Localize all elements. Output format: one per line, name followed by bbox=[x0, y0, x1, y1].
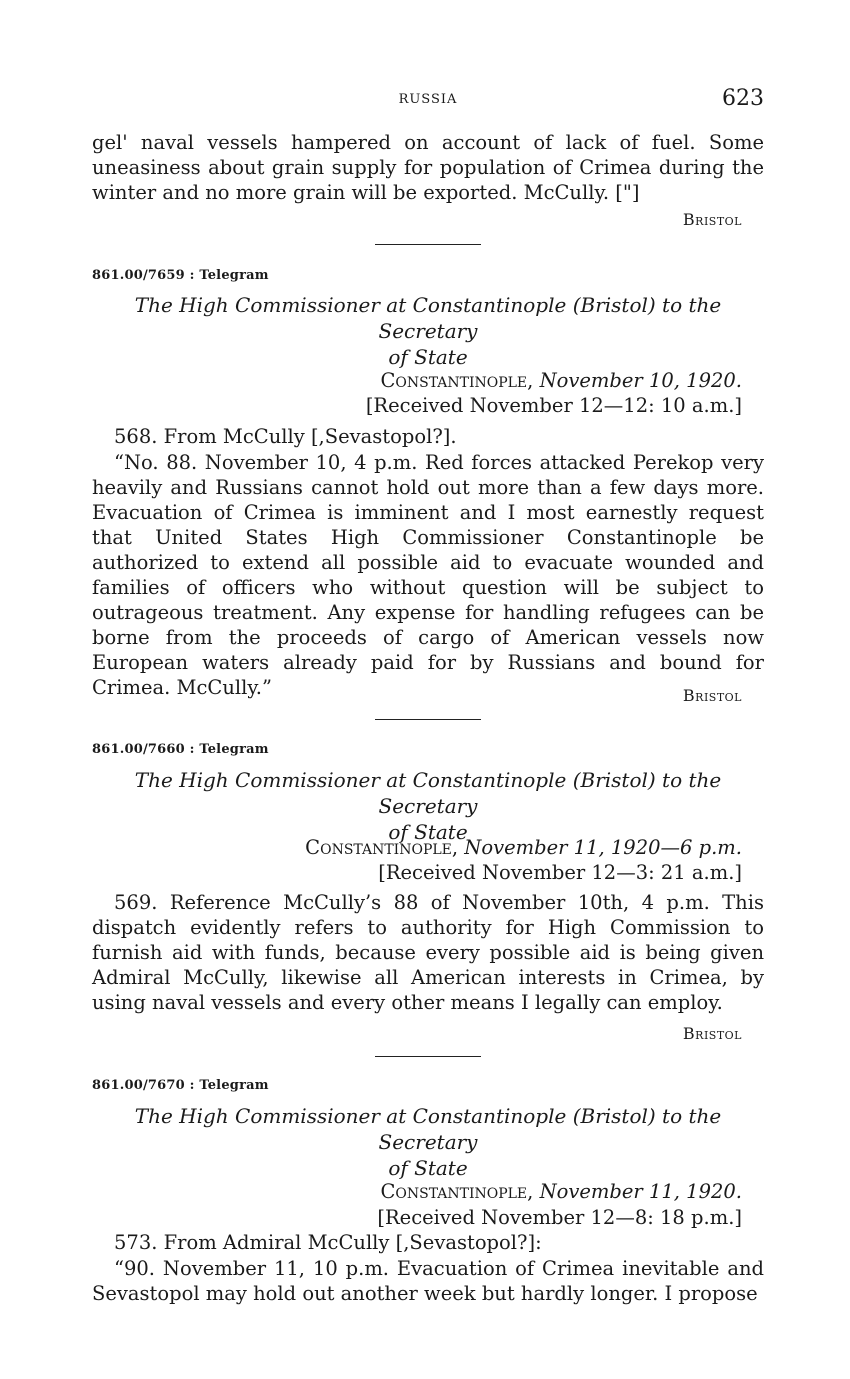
document-title-line: of State bbox=[388, 820, 468, 844]
document-title-line: of State bbox=[388, 345, 468, 369]
section-divider bbox=[375, 1056, 481, 1057]
body-paragraph: 573. From Admiral McCully [,Sevastopol?]: bbox=[114, 1231, 542, 1254]
dateline-place: Constantinople, bbox=[305, 836, 459, 859]
document-title-line: The High Commissioner at Constantinople (Bristol) to the Secretary bbox=[134, 293, 722, 343]
dateline bbox=[380, 1180, 742, 1203]
dateline-date: November 10, 1920. bbox=[539, 369, 742, 392]
file-reference: 861.00/7660 : Telegram bbox=[92, 742, 269, 757]
page-number: 623 bbox=[722, 86, 764, 111]
opening-paragraph: gel' naval vessels hampered on account of lack of fuel. Some uneasiness about grain supply for population of Crimea during the winter and no more grain will be exported. McCully. ["] bbox=[92, 131, 764, 204]
file-reference: 861.00/7659 : Telegram bbox=[92, 268, 269, 283]
dateline-place: Constantinople, bbox=[380, 369, 534, 392]
body-paragraph: 569. Reference McCully’s 88 of November 10th, 4 p.m. This dispatch evidently refers to authority for High Commission to furnish aid with funds, because every possible aid is being given Admiral McCully, likewise all American interests in Crimea, by using naval vessels and every other means I legally can employ. bbox=[92, 891, 764, 1014]
body-paragraph: “90. November 11, 10 p.m. Evacuation of Crimea inevitable and Sevastopol may hold out another week but hardly longer. I propose bbox=[92, 1257, 764, 1305]
signature: Bristol bbox=[682, 686, 742, 705]
document-title bbox=[92, 292, 764, 370]
document-title bbox=[92, 1103, 764, 1181]
received-note: [Received November 12—3: 21 a.m.] bbox=[378, 861, 742, 884]
document-title-line: The High Commissioner at Constantinople (Bristol) to the Secretary bbox=[134, 1104, 722, 1154]
received-note: [Received November 12—12: 10 a.m.] bbox=[365, 394, 742, 417]
section-divider bbox=[375, 719, 481, 720]
file-reference: 861.00/7670 : Telegram bbox=[92, 1078, 269, 1093]
dateline-place: Constantinople, bbox=[380, 1180, 534, 1203]
received-note: [Received November 12—8: 18 p.m.] bbox=[377, 1206, 742, 1229]
signature: Bristol bbox=[682, 1024, 742, 1043]
document-title bbox=[92, 767, 764, 845]
dateline bbox=[380, 369, 742, 392]
body-paragraph: 568. From McCully [,Sevastopol?]. bbox=[114, 425, 457, 448]
section-divider bbox=[375, 244, 481, 245]
dateline-date: November 11, 1920—6 p.m. bbox=[464, 836, 742, 859]
document-title-line: The High Commissioner at Constantinople (Bristol) to the Secretary bbox=[134, 768, 722, 818]
signature: Bristol bbox=[682, 210, 742, 229]
dateline bbox=[305, 836, 742, 859]
document-title-line: of State bbox=[388, 1156, 468, 1180]
running-head: RUSSIA bbox=[398, 92, 458, 107]
page-header bbox=[92, 86, 764, 116]
body-paragraph: “No. 88. November 10, 4 p.m. Red forces attacked Perekop very heavily and Russians cannot hold out more than a few days more. Evacuation of Crimea is imminent and I most earnestly request that United States High Commissioner Constantinople be authorized to extend all possible aid to evacuate wounded and families of officers who without question will be subject to outrageous treatment. Any expense for handling refugees can be borne from the proceeds of cargo of American vessels now European waters already paid for by Russians and bound for Crimea. McCully.” bbox=[92, 451, 764, 699]
dateline-date: November 11, 1920. bbox=[539, 1180, 742, 1203]
